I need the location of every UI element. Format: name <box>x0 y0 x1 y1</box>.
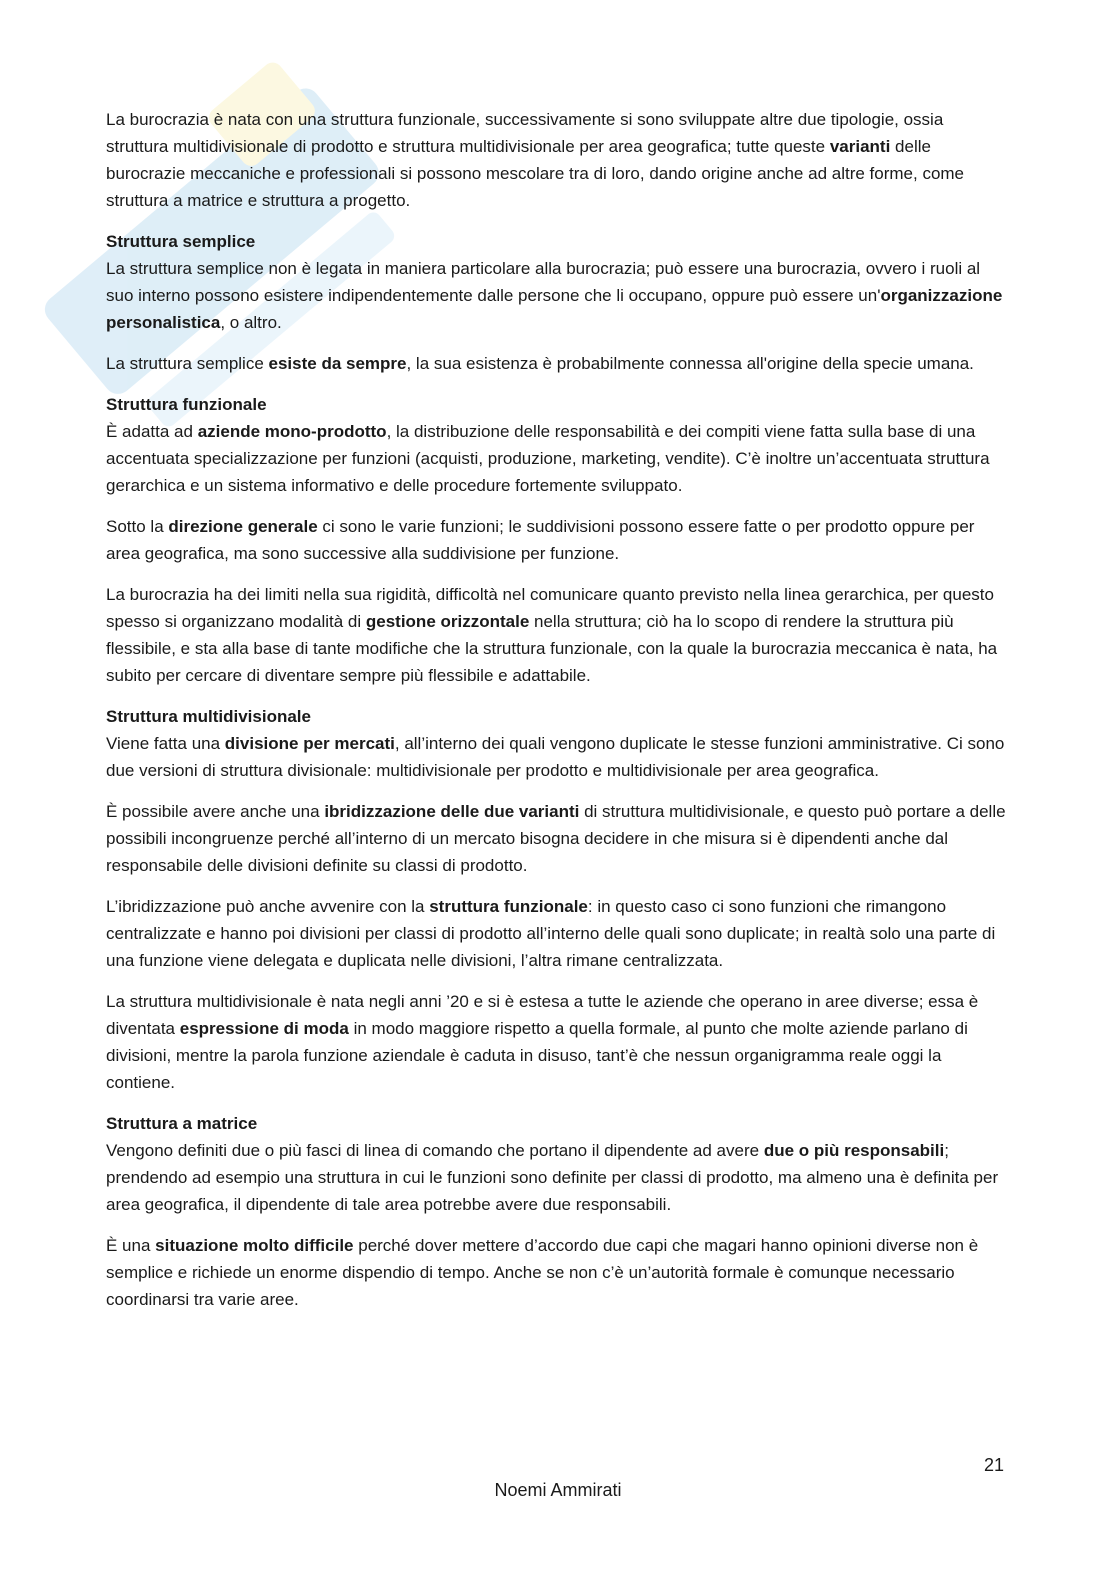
heading-struttura-multidivisionale: Struttura multidivisionale <box>106 707 311 726</box>
heading-struttura-a-matrice: Struttura a matrice <box>106 1114 258 1133</box>
page-number: 21 <box>983 1455 1004 1475</box>
multidivisionale-paragraph-3: L’ibridizzazione può anche avvenire con la struttura funzionale: in questo caso ci sono funzioni che rimangono centralizzate e hanno poi divisioni per classi di prodotto all’interno delle quali sono duplicate; in realtà solo una parte di una funzione viene delegata e duplicata nelle divisioni, l’altra rimane centralizzata. <box>106 897 996 970</box>
intro-paragraph: La burocrazia è nata con una struttura funzionale, successivamente si sono sviluppate altre due tipologie, ossia struttura multidivisionale di prodotto e struttura multidivisionale per area geografica; tutte queste varianti delle burocrazie meccaniche e professionali si possono mescolare tra di loro, dando origine anche ad altre forme, come struttura a matrice e struttura a progetto. <box>106 110 965 210</box>
matrice-paragraph-1: Vengono definiti due o più fasci di linea di comando che portano il dipendente ad avere due o più responsabili; prendendo ad esempio una struttura in cui le funzioni sono definite per classi di prodotto, ma almeno una è definita per area geografica, il dipendente di tale area potrebbe avere due responsabili. <box>106 1141 999 1214</box>
funzionale-paragraph-1: È adatta ad aziende mono-prodotto, la distribuzione delle responsabilità e dei compiti viene fatta sulla base di una accentuata specializzazione per funzioni (acquisti, produzione, marketing, vendite). C’è inoltre un’accentuata struttura gerarchica e un sistema informativo e delle procedure fortemente sviluppato. <box>106 422 990 495</box>
funzionale-paragraph-2: Sotto la direzione generale ci sono le varie funzioni; le suddivisioni possono essere fatte o per prodotto oppure per area geografica, ma sono successive alla suddivisione per funzione. <box>106 517 975 563</box>
semplice-paragraph-2: La struttura semplice esiste da sempre, la sua esistenza è probabilmente connessa all'origine della specie umana. <box>106 354 974 373</box>
document-body <box>106 106 1006 1327</box>
funzionale-paragraph-3: La burocrazia ha dei limiti nella sua rigidità, difficoltà nel comunicare quanto previsto nella linea gerarchica, per questo spesso si organizzano modalità di gestione orizzontale nella struttura; ciò ha lo scopo di rendere la struttura più flessibile, e sta alla base di tante modifiche che la struttura funzionale, con la quale la burocrazia meccanica è nata, ha subito per cercare di diventare sempre più flessibile e adattabile. <box>106 585 998 685</box>
multidivisionale-paragraph-2: È possibile avere anche una ibridizzazione delle due varianti di struttura multidivisionale, e questo può portare a delle possibili incongruenze perché all’interno di un mercato bisogna decidere in che misura si è dipendenti anche dal responsabile delle divisioni definite su classi di prodotto. <box>106 802 1006 875</box>
multidivisionale-paragraph-4: La struttura multidivisionale è nata negli anni ’20 e si è estesa a tutte le aziende che operano in aree diverse; essa è diventata espressione di moda in modo maggiore rispetto a quella formale, al punto che molte aziende parlano di divisioni, mentre la parola funzione aziendale è caduta in disuso, tant’è che nessun organigramma reale oggi la contiene. <box>106 992 979 1092</box>
multidivisionale-paragraph-1: Viene fatta una divisione per mercati, all’interno dei quali vengono duplicate le stesse funzioni amministrative. Ci sono due versioni di struttura divisionale: multidivisionale per prodotto e multidivisionale per area geografica. <box>106 734 1005 780</box>
heading-struttura-funzionale: Struttura funzionale <box>106 395 267 414</box>
footer-author: Noemi Ammirati <box>494 1480 622 1500</box>
heading-struttura-semplice: Struttura semplice <box>106 232 256 251</box>
matrice-paragraph-2: È una situazione molto difficile perché dover mettere d’accordo due capi che magari hanno opinioni diverse non è semplice e richiede un enorme dispendio di tempo. Anche se non c’è un’autorità formale è comunque necessario coordinarsi tra varie aree. <box>106 1236 979 1309</box>
semplice-paragraph-1: La struttura semplice non è legata in maniera particolare alla burocrazia; può essere una burocrazia, ovvero i ruoli al suo interno possono esistere indipendentemente dalle persone che li occupano, oppure può essere un'organizzazione personalistica, o altro. <box>106 259 1003 332</box>
